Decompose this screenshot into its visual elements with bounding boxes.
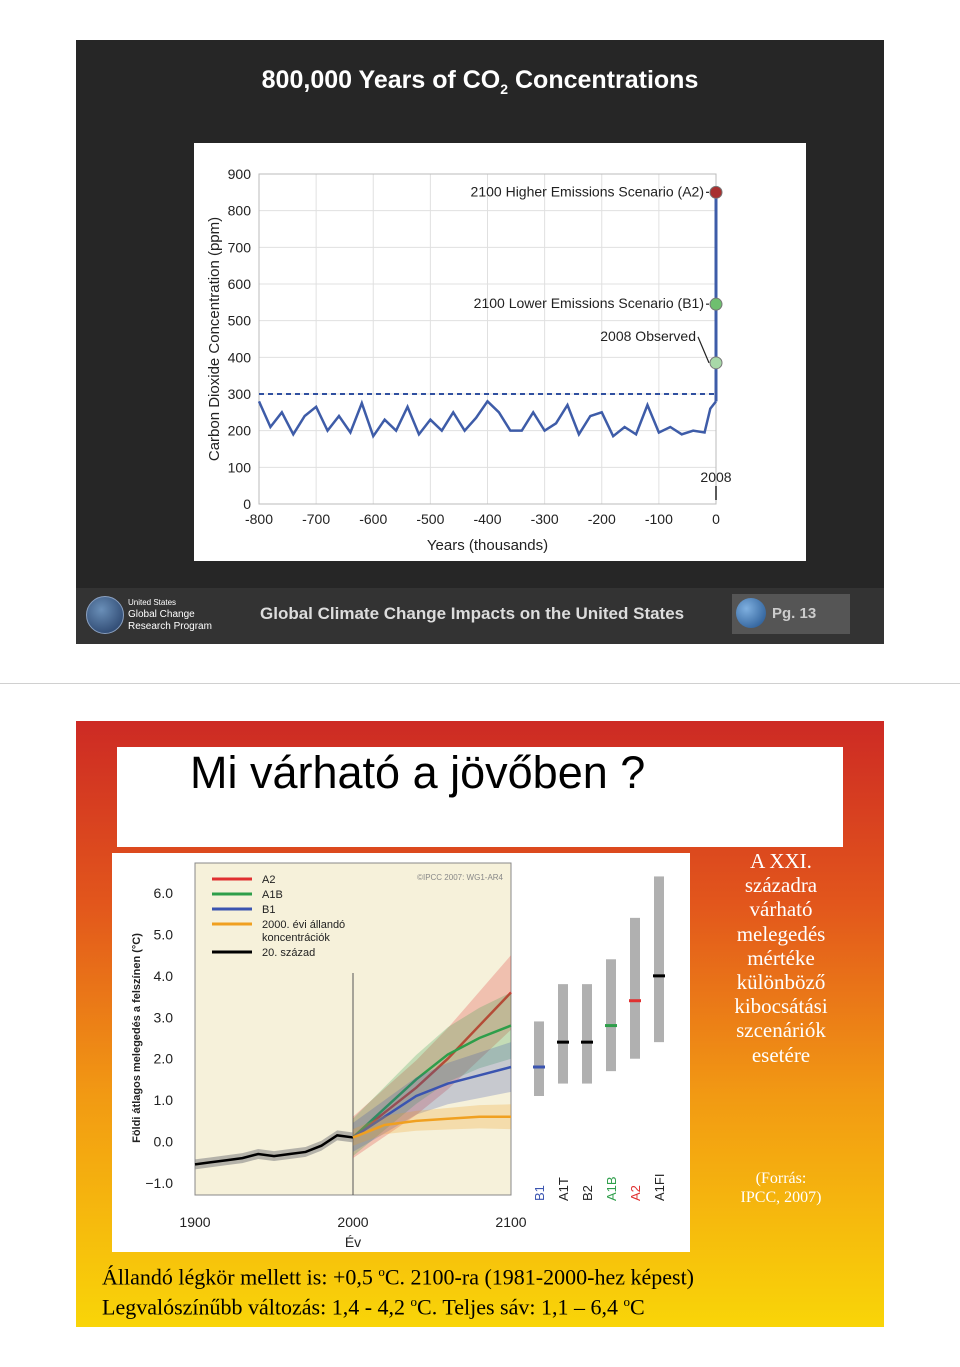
slide-title: Mi várható a jövőben ? (190, 747, 646, 798)
slide-future-warming (76, 721, 884, 1327)
y-axis-label: Földi átlagos melegedés a felszínen (°C) (131, 933, 143, 1143)
logo-line: United States (128, 598, 177, 607)
x-tick-label: 0 (712, 511, 720, 527)
x-tick-label: -800 (244, 511, 274, 527)
caption-line: mértéke (747, 945, 815, 970)
x-tick-label: 2100 (495, 1214, 527, 1230)
range-label: B1 (532, 1185, 547, 1201)
x-tick-label: -700 (302, 511, 331, 527)
co2-chart-panel (194, 143, 806, 561)
pointer-label: 2008 (700, 469, 732, 485)
y-tick-label: 600 (227, 276, 251, 292)
logo-line: Research Program (128, 621, 212, 632)
scenario-marker (710, 357, 722, 369)
co2-chart (194, 143, 806, 561)
globe-logo-icon (86, 596, 124, 634)
x-tick-label: -300 (530, 511, 559, 527)
y-tick-label: 800 (227, 202, 251, 219)
y-tick-label: 100 (227, 459, 251, 476)
y-tick-label: 500 (227, 312, 251, 329)
caption-line: melegedés (736, 921, 826, 946)
scenario-label: 2100 Lower Emissions Scenario (B1) (473, 295, 704, 312)
y-tick-label: 0.0 (153, 1133, 173, 1150)
range-bar (654, 876, 664, 1042)
slide-footer (76, 588, 884, 644)
y-tick-label: −1.0 (145, 1175, 173, 1191)
y-tick-label: 200 (227, 422, 251, 439)
legend-label: 20. század (262, 947, 316, 959)
ipcc-chart (112, 853, 690, 1252)
caption-line: A XXI. (750, 849, 812, 873)
range-label: B2 (580, 1185, 595, 1201)
x-tick-label: -200 (587, 511, 616, 527)
x-tick-label: -100 (644, 511, 673, 527)
scenario-label: 2100 Higher Emissions Scenario (A2) (470, 183, 704, 200)
earth-icon (736, 598, 766, 628)
x-tick-label: 1900 (179, 1214, 211, 1230)
x-tick-label: 2000 (337, 1214, 369, 1230)
y-tick-label: 1.0 (153, 1092, 173, 1109)
scenario-arrow (698, 337, 709, 363)
page-number: Pg. 13 (772, 605, 817, 622)
y-tick-label: 700 (227, 239, 251, 256)
y-axis-label: Carbon Dioxide Concentration (ppm) (206, 216, 223, 462)
x-tick-label: -400 (473, 511, 502, 527)
caption-line: szcenáriók (736, 1018, 826, 1043)
logo-line: Global Change (128, 609, 195, 620)
range-label: A1B (604, 1176, 619, 1201)
x-tick-label: -500 (416, 511, 445, 527)
y-tick-label: 300 (227, 386, 251, 402)
y-tick-label: 4.0 (153, 967, 173, 984)
side-caption (708, 849, 854, 1067)
range-label: A1FI (652, 1173, 667, 1201)
x-axis-label: Years (thousands) (426, 537, 549, 554)
caption-line: századra (744, 873, 818, 898)
legend-label: 2000. évi állandó (262, 919, 346, 931)
x-axis-label: Év (344, 1234, 362, 1250)
y-tick-label: 2.0 (153, 1050, 173, 1067)
source-note (706, 1169, 856, 1207)
scenario-label: 2008 Observed (600, 327, 696, 344)
scenario-marker (710, 298, 722, 310)
summary-line-1: Állandó légkör mellett is: +0,5 $^o$C. 2100-ra (1981-2000-hez képest) (102, 1264, 695, 1290)
y-tick-label: 6.0 (153, 885, 173, 901)
y-tick-label: 0 (243, 496, 251, 512)
legend-label: A1B (262, 889, 283, 901)
usgcrp-logo (86, 594, 228, 636)
slide-co2 (76, 40, 884, 644)
y-tick-label: 400 (227, 349, 251, 366)
range-bar (606, 959, 616, 1071)
range-bar (534, 1021, 544, 1096)
range-bar (630, 918, 640, 1059)
caption-line: különböző (736, 970, 826, 995)
scenario-marker (710, 186, 722, 198)
x-tick-label: -600 (359, 511, 388, 527)
caption-line: kibocsátási (734, 994, 828, 1019)
y-tick-label: 3.0 (153, 1009, 173, 1026)
legend-label: A2 (262, 874, 276, 886)
range-label: A1T (556, 1177, 571, 1201)
summary-line-2: Legvalószínűbb változás: 1,4 - 4,2 $^o$C. Teljes sáv: 1,1 – 6,4 $^o$C (102, 1294, 645, 1320)
range-label: A2 (628, 1185, 643, 1201)
usgcrp-logo-text (128, 597, 212, 633)
footer-title: Global Climate Change Impacts on the United States (260, 604, 685, 623)
slide-title: 800,000 Years of $CO_2$ Concentrations (261, 66, 699, 97)
caption-line: várható (749, 897, 813, 922)
legend-label: koncentrációk (262, 932, 330, 944)
range-bar (558, 984, 568, 1083)
source-line: IPCC, 2007) (740, 1189, 822, 1206)
page-divider (0, 683, 960, 684)
range-bar (582, 984, 592, 1083)
legend-label: B1 (262, 904, 276, 916)
ipcc-chart-panel (112, 853, 690, 1252)
y-tick-label: 5.0 (153, 926, 173, 943)
caption-line: esetére (751, 1042, 811, 1067)
page-badge (732, 594, 850, 634)
y-tick-label: 900 (227, 166, 251, 182)
source-line: (Forrás: (755, 1170, 807, 1187)
copyright-label: ©IPCC 2007: WG1-AR4 (417, 873, 503, 882)
